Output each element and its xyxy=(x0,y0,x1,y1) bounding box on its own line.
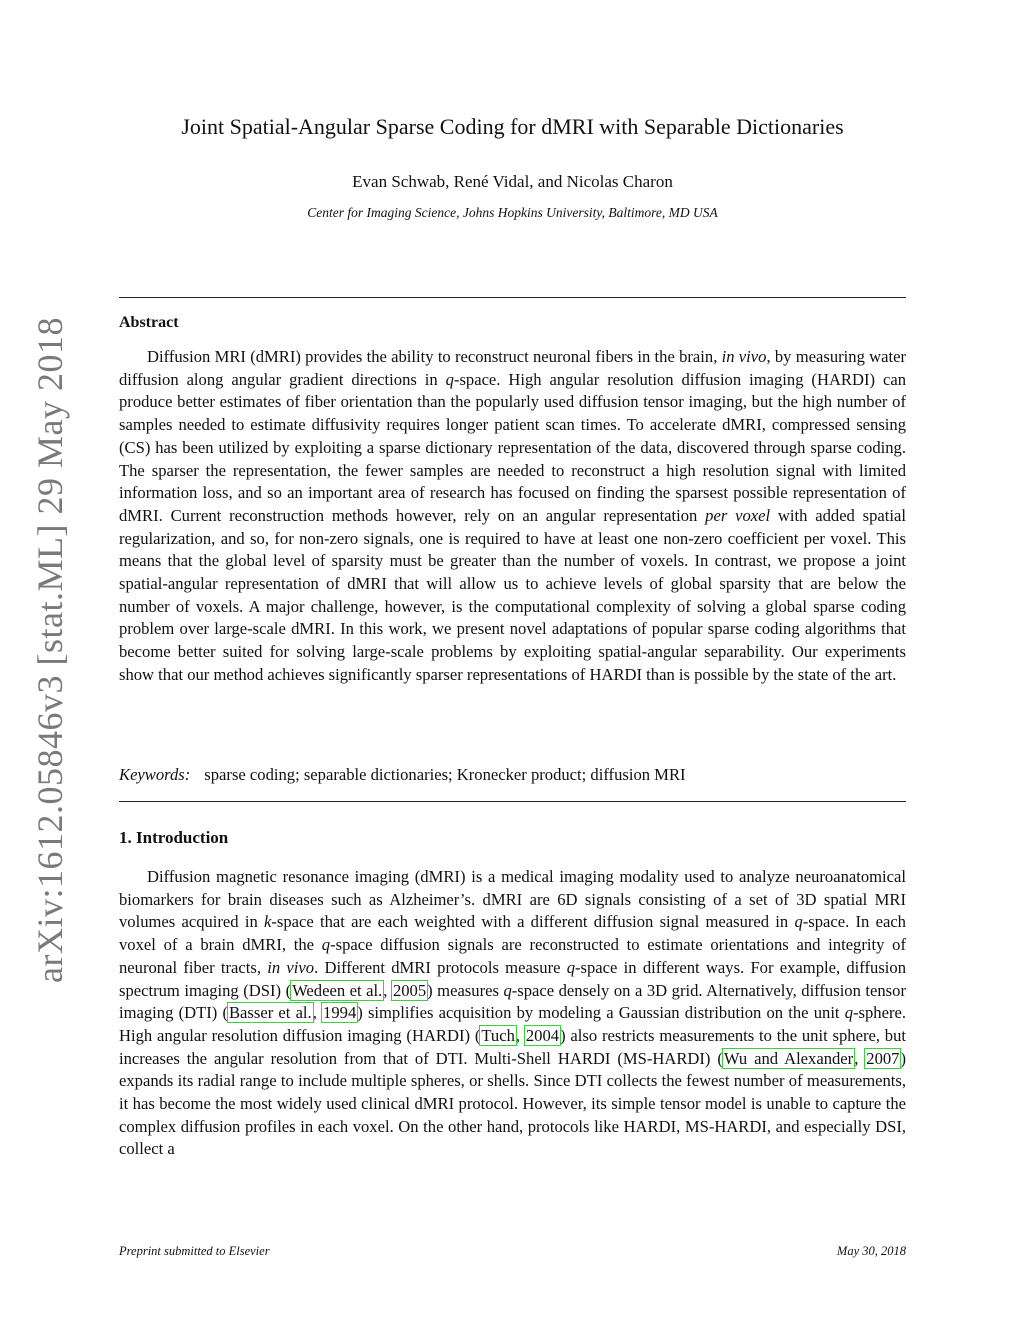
paper-authors: Evan Schwab, René Vidal, and Nicolas Charon xyxy=(352,172,673,191)
arxiv-id: arXiv:1612.05846v3 [stat.ML] 29 May 2018 xyxy=(30,317,70,983)
citation-link-wedeen-year[interactable]: 2005 xyxy=(392,980,427,1000)
abstract-text: Diffusion MRI (dMRI) provides the ability to reconstruct neuronal fibers in the brain, in vivo, by measuring water diffusion along angular gradient directions in q-space. High angular resolution diffusion imaging (HARDI) can produce better estimates of fiber orientation than the popularly used diffusion tensor imaging, but the high number of samples needed to estimate diffusivity requires longer patient scan times. To accelerate dMRI, compressed sensing (CS) has been utilized by exploiting a sparse dictionary representation of the data, discovered through sparse coding. The sparser the representation, the fewer samples are needed to reconstruct a high resolution signal with limited information loss, and so an important area of research has focused on finding the sparsest possible representation of dMRI. Current reconstruction methods however, rely on an angular representation per voxel with added spatial regularization, and so, for non-zero signals, one is required to have at least one non-zero coefficient per voxel. This means that the global level of sparsity must be greater than the number of voxels. In contrast, we propose a joint spatial-angular representation of dMRI that will allow us to achieve levels of global sparsity that are below the number of voxels. A major challenge, however, is the computational complexity of solving a global sparse coding problem over large-scale dMRI. In this work, we present novel adaptations of popular sparse coding algorithms that become better suited for solving large-scale problems by exploiting spatial-angular separability. Our experiments show that our method achieves significantly sparser representations of HARDI than is possible by the state of the art. xyxy=(119,347,906,684)
abstract-heading: Abstract xyxy=(119,314,179,331)
keywords xyxy=(119,765,906,785)
paper-affiliation: Center for Imaging Science, Johns Hopkins University, Baltimore, MD USA xyxy=(307,205,718,220)
citation-link-basser[interactable]: Basser et al. xyxy=(228,1003,312,1023)
top-divider xyxy=(119,297,906,298)
citation-link-wu-alexander-year[interactable]: 2007 xyxy=(866,1048,900,1068)
citation-link-wu-alexander[interactable]: Wu and Alexander xyxy=(723,1048,854,1068)
citation-link-wedeen[interactable]: Wedeen et al. xyxy=(292,980,383,1000)
citation-link-tuch[interactable]: Tuch xyxy=(481,1025,515,1045)
bottom-divider xyxy=(119,801,906,802)
keywords-label: Keywords: xyxy=(119,765,191,784)
citation-link-basser-year[interactable]: 1994 xyxy=(323,1003,357,1023)
paper-title: Joint Spatial-Angular Sparse Coding for dMRI with Separable Dictionaries xyxy=(181,114,844,139)
arxiv-stamp xyxy=(20,317,80,983)
introduction-text: Diffusion magnetic resonance imaging (dMRI) is a medical imaging modality used to analyze neuroanatomical biomarkers for brain diseases such as Alzheimer’s. dMRI are 6D signals consisting of a set of 3D spatial MRI volumes acquired in k-space that are each weighted with a different diffusion signal measured in q-space. In each voxel of a brain dMRI, the q-space diffusion signals are reconstructed to estimate orientations and integrity of neuronal fiber tracts, in vivo. Different dMRI protocols measure q-space in different ways. For example, diffusion spectrum imaging (DSI) (Wedeen et al., 2005) measures q-space densely on a 3D grid. Alternatively, diffusion tensor imaging (DTI) (Basser et al., 1994) simplifies acquisition by modeling a Gaussian distribution on the unit q-sphere. High angular resolution diffusion imaging (HARDI) (Tuch, 2004) also restricts measurements to the unit sphere, but increases the angular resolution from that of DTI. Multi-Shell HARDI (MS-HARDI) (Wu and Alexander, 2007) expands its radial range to include multiple spheres, or shells. Since DTI collects the fewest number of measurements, it has become the most widely used clinical dMRI protocol. However, its simple tensor model is unable to capture the complex diffusion profiles in each voxel. On the other hand, protocols like HARDI, MS-HARDI, and especially DSI, collect a xyxy=(119,867,907,1159)
keywords-text: sparse coding; separable dictionaries; Kronecker product; diffusion MRI xyxy=(204,765,686,784)
section-heading-introduction: 1. Introduction xyxy=(119,828,229,847)
footer-preprint-note: Preprint submitted to Elsevier xyxy=(119,1244,270,1258)
citation-link-tuch-year[interactable]: 2004 xyxy=(525,1025,560,1045)
footer-date: May 30, 2018 xyxy=(836,1244,906,1258)
